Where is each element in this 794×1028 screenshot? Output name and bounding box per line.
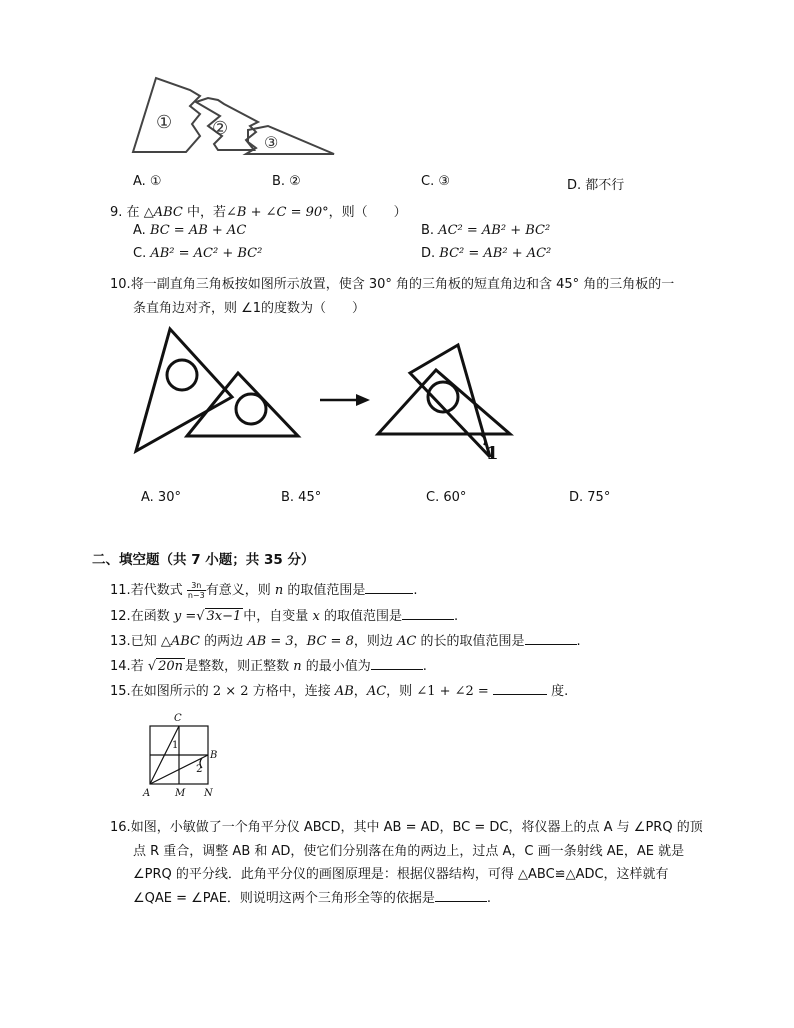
label-angle-1: 1: [172, 740, 179, 751]
q12-text-b: 中，自变量: [243, 609, 309, 624]
q9-option-c: [133, 246, 262, 261]
q13: [110, 630, 581, 649]
q8-option-b: B. ②: [272, 174, 301, 189]
q15: [110, 680, 568, 699]
q12-text-a: 在函数: [130, 609, 170, 624]
q10-text-1: 将一副直角三角板按如图所示放置，使含 30° 角的三角板的短直角边和含 45° 角的三角板的一: [130, 277, 675, 292]
label-N: N: [204, 788, 213, 799]
q9-text-c: ，则（ ）: [328, 205, 407, 220]
q15-seg-1: AB: [334, 684, 354, 699]
q16-line-1: [110, 816, 703, 835]
piece-3: [246, 126, 334, 154]
q12-sqrt-sign: √: [196, 609, 205, 624]
q11-frac-den: n−3: [187, 591, 205, 600]
q15-text-a: 在如图所示的: [130, 684, 209, 699]
q13-text-b: 的两边: [204, 634, 244, 649]
section-2-heading: 二、填空题（共 7 小题；共 35 分）: [92, 552, 315, 568]
q9-option-a: [133, 223, 246, 238]
q9-option-c-expr: AB² = AC² + BC²: [150, 246, 263, 261]
q14-var: n: [293, 659, 302, 674]
q15-text-c: ，则: [386, 684, 413, 699]
q14-text-a: 若: [130, 659, 144, 674]
piece-1-label: ①: [156, 112, 173, 133]
q10-option-c: C. 60°: [426, 490, 467, 505]
q15-end: 度.: [551, 684, 569, 699]
q14: [110, 655, 427, 674]
q9-number: 9.: [110, 205, 123, 220]
q8-option-d: D. 都不行: [567, 178, 625, 193]
q10-number: 10.: [110, 277, 131, 292]
q11-text-a: 若代数式: [130, 583, 183, 598]
set-square-figure: [130, 325, 520, 465]
piece-3-label: ③: [264, 133, 279, 152]
q13-end: .: [576, 634, 581, 649]
q9-option-d-label: D.: [421, 246, 436, 261]
q10-text-2: 条直角边对齐，则 ∠1的度数为（ ）: [133, 301, 366, 316]
q12-end: .: [453, 609, 459, 624]
angle-1-label: 1: [486, 443, 499, 464]
label-C: C: [174, 713, 182, 724]
q12-text-c: 的取值范围是: [323, 609, 402, 624]
label-angle-2: 2: [196, 764, 203, 775]
triangle-45-left: [187, 373, 298, 436]
q16-number: 16.: [110, 820, 131, 835]
q13-expr-1: AB = 3: [247, 634, 294, 649]
q9-option-b: [421, 223, 550, 238]
q9-option-d: [421, 246, 551, 261]
q11-end: .: [413, 583, 418, 598]
q16-end: .: [486, 891, 492, 906]
q8-option-c: C. ③: [421, 174, 450, 189]
q9-option-b-expr: AC² = AB² + BC²: [438, 223, 551, 238]
q13-sep: ，: [293, 634, 307, 649]
q16-text-1: 如图，小敏做了一个角平分仪 ABCD，其中 AB = AD，BC = DC，将仪器上的点 A 与 ∠PRQ 的顶: [130, 820, 703, 835]
q11-frac-num: 3n: [187, 581, 206, 591]
q13-text-c: ，则边: [353, 634, 393, 649]
q14-text-c: 的最小值为: [305, 659, 371, 674]
q16-text-3: ∠PRQ 的平分线．此角平分仪的画图原理是：根据仪器结构，可得 △ABC≌△ADC，这样就有: [133, 867, 669, 882]
q9-text-b: 中，若: [186, 205, 226, 220]
q11-text-b: 有意义，则: [205, 583, 271, 598]
q11-number: 11.: [110, 583, 131, 598]
q16-text-2: 点 R 重合，调整 AB 和 AD，使它们分别落在角的两边上，过点 A，C 画一条射线 AE，AE 就是: [133, 844, 685, 859]
q13-expr-2: BC = 8: [306, 634, 354, 649]
q9-triangle: △ABC: [143, 205, 183, 220]
q14-radicand: 20n: [158, 659, 184, 674]
q10-option-b: B. 45°: [281, 490, 322, 505]
q13-answer-blank[interactable]: [525, 632, 577, 645]
q11-fraction: [187, 581, 206, 600]
q13-number: 13.: [110, 634, 131, 649]
q13-side: AC: [397, 634, 417, 649]
q9-stem: [110, 201, 407, 220]
arrow-head: [356, 394, 370, 406]
q13-text-a: 已知: [130, 634, 157, 649]
label-M: M: [175, 788, 186, 799]
q9-option-c-label: C.: [133, 246, 147, 261]
q14-number: 14.: [110, 659, 131, 674]
q14-answer-blank[interactable]: [371, 657, 423, 670]
q12-answer-blank[interactable]: [402, 607, 454, 620]
q16-text-4: ∠QAE = ∠PAE．则说明这两个三角形全等的依据是: [133, 891, 435, 906]
q10-line-1: [110, 273, 674, 292]
hole-middle: [236, 394, 266, 424]
label-B: B: [210, 750, 218, 761]
grid-figure: [140, 708, 220, 800]
q16-line-4: [133, 887, 491, 906]
hole-left: [167, 360, 197, 390]
q9-text-a: 在: [126, 205, 140, 220]
q12: [110, 605, 458, 624]
q15-answer-blank[interactable]: [493, 682, 547, 695]
q12-number: 12.: [110, 609, 131, 624]
q15-grid-size: 2 × 2: [212, 684, 249, 699]
q12-var: x: [312, 609, 320, 624]
q15-sep: ，: [353, 684, 367, 699]
q12-radicand: 3x−1: [206, 609, 242, 624]
q14-end: .: [422, 659, 427, 674]
q15-expr: ∠1 + ∠2 =: [416, 684, 489, 699]
q12-lhs: y =: [173, 609, 197, 624]
q11-var: n: [274, 583, 284, 598]
triangle-45-right: [378, 370, 510, 434]
q10-option-a: A. 30°: [141, 490, 181, 505]
q9-option-d-expr: BC² = AB² + AC²: [439, 246, 552, 261]
q15-number: 15.: [110, 684, 131, 699]
q9-option-b-label: B.: [421, 223, 435, 238]
q9-condition: ∠B + ∠C = 90°: [226, 205, 329, 220]
q16-answer-blank[interactable]: [435, 889, 487, 902]
triangle-30-right: [410, 345, 490, 457]
q15-text-b: 方格中，连接: [252, 684, 331, 699]
piece-2-label: ②: [212, 118, 229, 139]
q13-text-d: 的长的取值范围是: [420, 634, 525, 649]
q11: [110, 579, 418, 600]
q11-answer-blank[interactable]: [365, 581, 413, 594]
q8-option-a: A. ①: [133, 174, 162, 189]
q9-option-a-expr: BC = AB + AC: [149, 223, 247, 238]
q13-triangle: △ABC: [160, 634, 200, 649]
broken-triangle-figure: [128, 74, 340, 160]
q11-text-c: 的取值范围是: [287, 583, 366, 598]
q10-option-d: D. 75°: [569, 490, 611, 505]
q14-text-b: 是整数，则正整数: [185, 659, 290, 674]
q9-option-a-label: A.: [133, 223, 146, 238]
q14-sqrt-sign: √: [147, 659, 157, 674]
q15-seg-2: AC: [366, 684, 387, 699]
label-A: A: [143, 788, 151, 799]
